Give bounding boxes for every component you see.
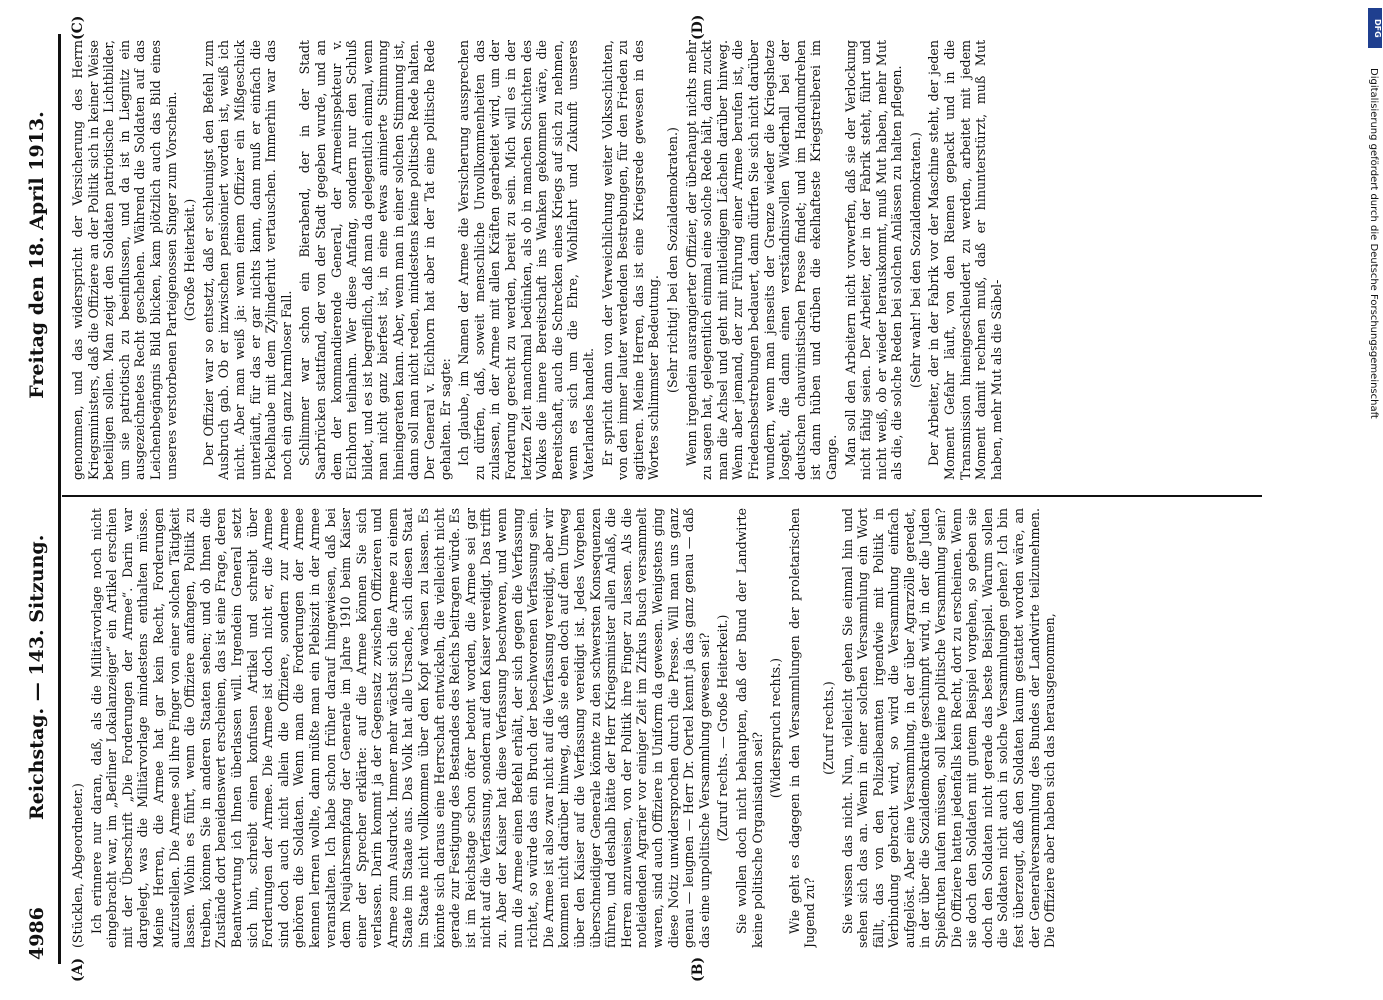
- interjection: (Widerspruch rechts.): [768, 657, 784, 799]
- marker-c: (C): [70, 15, 86, 40]
- credit-text: Digitalisierung gefördert durch die Deutsche Forschungsgemeinschaft: [1368, 68, 1379, 419]
- interjection: (Sehr richtig! bei den Sozialdemokraten.): [664, 127, 680, 393]
- interjection: (Zuruf rechts.): [820, 681, 836, 775]
- marker-b: (B): [690, 956, 706, 982]
- paragraph: Sie wissen das nicht. Nun, vielleicht gehen Sie einmal hin und sehen sich das an. Wenn in einer solchen Versammlung ein Wort fällt, das von den Polizeibeamten irgendwie mit Politik in Verbindung gebracht wird, so wird die Versammlung einfach aufgelöst. Aber eine Versammlung, in der über Agrarzölle geredet, in der über die Sozialdemokratie geschimpft wird, in der die Juden Spießruten laufen müssen, soll keine politische Versammlung sein? Die Offiziere hatten jedenfalls kein Recht, dort zu erscheinen. Wenn sie doch den Soldaten mit gutem Beispiel vorgehen, so geben sie doch den Soldaten nicht gerade das beste Beispiel. Warum sollen die Soldaten nicht auch in solche Versammlungen gehen? Ich bin fest überzeugt, daß den Soldaten kaum gestattet worden wäre, an der Generalversammlung des Bundes der Landwirte teilzunehmen. Die Offiziere aber haben sich das herausgenommen,: [839, 508, 1058, 948]
- paragraph: Der Offizier war so entsetzt, daß er schleunigst den Befehl zum Ausbruch gab. Ob er inzwischen pensioniert worden ist, weiß ich nicht. Aber man weiß ja: wenn einem Offizier ein Mißgeschick unterläuft, für das er gar nichts kann, dann muß er einfach die Pickelhaube mit dem Zylinderhut vertauschen. Immerhin war das noch ein ganz harmloser Fall.: [200, 40, 294, 480]
- paragraph: Man soll den Arbeitern nicht vorwerfen, daß sie der Verlockung nicht fähig seien. Der Arbeiter, der in der Fabrik steht, führt und nicht weiß, ob er wieder herauskommt, muß Mut haben, mehr Mut als die, die solche Reden bei solchen Anlässen zu halten pflegen.: [842, 40, 905, 480]
- page-header-left: [26, 510, 56, 960]
- page-number: 4986: [26, 907, 48, 960]
- quotation: Ich glaube, im Namen der Armee die Versicherung aussprechen zu dürfen, daß, soweit menschliche Unvollkommenheiten das zulassen, in der Armee mit allen Kräften gearbeitet wird, um der Forderung gerecht zu werden, bereit zu sein. Mich will es in der letzten Zeit manchmal bedünken, als ob in manchen Schichten des Volkes die innere Bereitschaft ins Wanken gekommen wäre, die Bereitschaft, auch die Schrecken eines Kriegs auf sich zu nehmen, wenn es sich um die Ehre, Wohlfahrt und Zukunft unseres Vaterlandes handelt.: [456, 40, 596, 480]
- interjection: (Große Heiterkeit.): [182, 198, 198, 322]
- credit-line: [1368, 8, 1380, 993]
- speaker-line: (Stücklen, Abgeordneter.): [70, 783, 85, 948]
- marker-a: (A): [70, 957, 86, 982]
- session-title: Reichstag. — 143. Sitzung.: [26, 534, 48, 820]
- header-rule: [58, 34, 61, 964]
- paragraph: Der Arbeiter, der in der Fabrik vor der Maschine steht, der jeden Moment Gefahr läuft, von den Riemen gepackt und in die Transmission hineingeschleudert zu werden, arbeitet mit jedem Moment damit rechnen muß, daß er hinunterstürzt, muß Mut haben, mehr Mut als die Säbel-: [926, 40, 1004, 480]
- page-header-date: Freitag den 18. April 1913.: [26, 111, 48, 399]
- interjection: (Sehr wahr! bei den Sozialdemokraten.): [907, 132, 923, 388]
- right-column: [70, 40, 1260, 480]
- marker-d: (D): [690, 14, 706, 40]
- dfg-logo: DFG: [1368, 8, 1382, 48]
- left-column: [70, 508, 1260, 948]
- paragraph: Er spricht dann von der Verweichlichung weiter Volksschichten, von den immer lauter werdenden Bestrebungen, für den Frieden zu agitieren. Meine Herren, das ist eine Kriegsrede gewesen in des Wortes schlimmster Bedeutung.: [599, 40, 662, 480]
- column-divider: [62, 495, 1262, 497]
- paragraph: Wie geht es dagegen in den Versammlungen der proletarischen Jugend zu?: [786, 508, 818, 948]
- paragraph: Sie wollen doch nicht behaupten, daß der Bund der Landwirte keine politische Organisation sei?: [733, 508, 765, 948]
- paragraph: Schlimmer war schon ein Bierabend, der in der Stadt Saarbrücken stattfand, der von der Stadt gegeben wurde, und an dem der kommandierende General, der Armeeinspekteur v. Eichhorn teilnahm. Wer diese Anfang, sondern nur den Schluß bildet, und es ist begreiflich, daß man da gelegentlich einmal, wenn man nicht ganz bierfest ist, in eine etwas animierte Stimmung hineingeraten kann. Aber, wenn man in einer solchen Stimmung ist, dann soll man nicht reden, mindestens keine politische Rede halten. Der General v. Eichhorn hat aber in der Tat eine politische Rede gehalten. Er sagte:: [297, 40, 453, 480]
- paragraph: Ich erinnere nur daran, daß, als die Militärvorlage noch nicht eingebracht war, im „Berliner Lokalanzeiger“ ein Artikel erschien mit der Überschrift „Die Forderungen der Armee“. Darin war dargelegt, was die Militärvorlage mindestens enthalten müsse. Meine Herren, die Armee hat gar kein Recht, Forderungen aufzustellen. Die Armee soll ihre Finger von einer solchen Tätigkeit lassen. Wohin es führt, wenn die Offiziere anfangen, Politik zu treiben, können Sie in anderen Staaten sehen; und ob Ihnen die Zustände dort beneidenswert erscheinen, das ist eine Frage, deren Beantwortung ich Ihnen überlassen will. Irgendein General setzt sich hin, schreibt einen konfusen Artikel und schreibt über Forderungen der Armee. Die Armee ist doch nicht er, die Armee sind doch auch nicht allein die Offiziere, sondern zur Armee gehören die Soldaten. Wenn man die Forderungen der Armee kennen lernen wollte, dann müßte man ein Plebiszit in der Armee veranstalten. Ich habe schon früher darauf hingewiesen, daß bei dem Neujahrsempfang der Generale im Jahre 1910 beim Kaiser einer der Sprecher erklärte: auf die Armee können Sie sich verlassen. Darin kommt ja der Gegensatz zwischen Offizieren und Armee zum Ausdruck. Immer mehr wächst sich die Armee zu einem Staate im Staate aus. Das Volk hat alle Ursache, sich diesen Staat im Staate nicht vollkommen über den Kopf wachsen zu lassen. Es könnte sich daraus eine Herrschaft entwickeln, die vielleicht nicht gerade zur Festigung des Bestandes des Reichs beitragen würde. Es ist im Reichstage schon öfter betont worden, die Armee sei gar nicht auf die Verfassung, sondern auf den Kaiser vereidigt. Das trifft zu. Aber der Kaiser hat diese Verfassung beschworen, und wenn nun die Armee einen Befehl erhält, der sich gegen die Verfassung richtet, so würde das ein Bruch der beschworenen Verfassung sein. Die Armee ist also zwar nicht auf die Verfassung vereidigt, aber wir kommen nicht darüber hinweg, daß sie eben doch auf dem Umweg über den Kaiser auf die Verfassung vereidigt ist. Jedes Vorgehen überschneidiger Generale könnte zu den schwersten Konsequenzen führen, und deshalb hätte der Herr Kriegsminister allen Anlaß, die Herren anzuweisen, von der Politik ihre Finger zu lassen. Als die notleidenden Agrarier vor einiger Zeit im Zirkus Busch versammelt waren, sind auch Offiziere in Uniform da gewesen. Wenigstens ging diese Notiz unwidersprochen durch die Presse. Will man uns ganz genau — leugnen — Herr Dr. Oertel kennt ja das ganz genau — daß das eine unpolitische Versammlung gewesen sei?: [88, 508, 712, 948]
- interjection: (Zuruf rechts. — Große Heiterkeit.): [715, 614, 731, 842]
- paragraph: genommen, und das widerspricht der Versicherung des Herrn Kriegsministers, daß die Offiziere an der Politik sich in keiner Weise beteiligen sollen. Man zeigt den Soldaten patriotische Lichtbilder, um sie patriotisch zu beeinflussen, und da ist in Liegnitz ein ausgezeichnetes Recht geschehen. Während die Soldaten auf das Leichenbegängnis Bild blicken, kam plötzlich auch das Bild eines unseres verstorbenen Parteigenossen Singer zum Vorschein.: [70, 40, 179, 480]
- paragraph: Wenn irgendein ausrangierter Offizier, der überhaupt nichts mehr zu sagen hat, gelegentlich einmal eine solche Rede hält, dann zuckt man die Achsel und geht mit mitleidigem Lächeln darüber hinweg. Wenn aber jemand, der zur Führung einer Armee berufen ist, die Friedensbestrebungen bedauert, dann dürfen Sie sich nicht darüber wundern, wenn man jenseits der Grenze wieder die Kriegshetze losgeht, die dann einen verständnisvollen Widerhall bei der deutschen chauvinistischen Presse findet; und im Handumdrehen ist dann hüben und drüben die ekelhafteste Kriegstreiberei im Gange.: [683, 40, 839, 480]
